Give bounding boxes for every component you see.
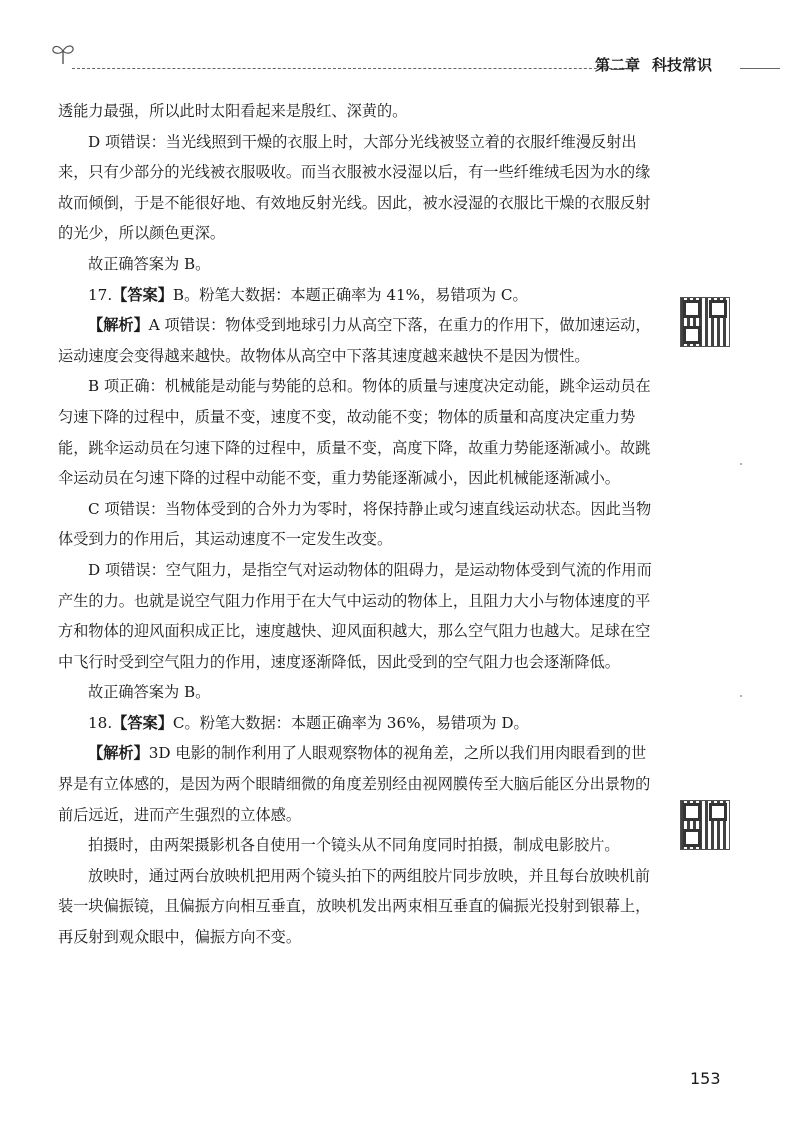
qr-code-icon[interactable]	[680, 297, 730, 347]
question-17-answer	[58, 280, 658, 311]
paragraph: 透能力最强，所以此时太阳看起来是殷红、深黄的。	[58, 102, 408, 120]
paragraph: B 项正确：机械能是动能与势能的总和。物体的质量与速度决定动能，跳伞运动员在匀速下降的过程中，质量不变，速度不变，故动能不变；物体的质量和高度决定重力势能，跳伞运动员在匀速下降的过程中，质量不变，高度下降，故重力势能逐渐减小。故跳伞运动员在匀速下降的过程中动能不变，重力势能逐渐减小，因此机械能逐渐减小。	[58, 377, 651, 488]
margin-mark	[740, 695, 742, 697]
question-18-analysis	[58, 738, 658, 830]
question-18-answer	[58, 708, 658, 739]
paragraph: D 项错误：当光线照到干燥的衣服上时，大部分光线被竖立着的衣服纤维漫反射出来，只有少部分的光线被衣服吸收。而当衣服被水浸湿以后，有一些纤维绒毛因为水的缘故而倾倒，于是不能很好地、有效地反射光线。因此，被水浸湿的衣服比干燥的衣服反射的光少，所以颜色更深。	[58, 132, 651, 243]
margin-mark	[740, 463, 742, 465]
analysis-tag: 【解析】	[88, 744, 149, 763]
running-head	[595, 54, 724, 75]
question-17-analysis	[58, 310, 658, 371]
qr-code-icon[interactable]	[680, 800, 730, 850]
answer-text: C。粉笔大数据：本题正确率为 36%，易错项为 D。	[172, 713, 529, 732]
page-number: 153	[690, 1069, 721, 1088]
paragraph: 拍摄时，由两架摄影机各自使用一个镜头从不同角度同时拍摄，制成电影胶片。	[88, 836, 620, 855]
paragraph: C 项错误：当物体受到的合外力为零时，将保持静止或匀速直线运动状态。因此当物体受到力的作用后，其运动速度不一定发生改变。	[58, 499, 652, 549]
paragraph: D 项错误：空气阻力，是指空气对运动物体的阻碍力，是运动物体受到气流的作用而产生的力。也就是说空气阻力作用于在大气中运动的物体上，且阻力大小与物体速度的平方和物体的迎风面积成正比，速度越快、迎风面积越大，那么空气阻力也越大。足球在空中飞行时受到空气阻力的作用，速度逐渐降低，因此受到的空气阻力也会逐渐降低。	[58, 560, 652, 671]
paragraph: 放映时，通过两台放映机把用两个镜头拍下的两组胶片同步放映，并且每台放映机前装一块偏振镜，且偏振方向相互垂直，放映机发出两束相互垂直的偏振光投射到银幕上，再反射到观众眼中，偏振方向不变。	[58, 866, 651, 947]
section-label: 科技常识	[652, 56, 713, 74]
paragraph: 故正确答案为 B。	[88, 683, 211, 702]
sprout-icon	[50, 42, 76, 66]
paragraph: 故正确答案为 B。	[88, 254, 211, 273]
analysis-text: 3D 电影的制作利用了人眼观察物体的视角差，之所以我们用肉眼看到的世界是有立体感的，是因为两个眼睛细微的角度差别经由视网膜传至大脑后能区分出景物的前后远近，进而产生强烈的立体感。	[58, 744, 651, 824]
page-header	[50, 40, 780, 76]
question-number: 17.	[88, 285, 113, 304]
chapter-label: 第二章	[595, 56, 641, 74]
answer-text: B。粉笔大数据：本题正确率为 41%，易错项为 C。	[172, 285, 528, 304]
header-divider-right	[740, 68, 780, 69]
analysis-tag: 【解析】	[88, 316, 149, 335]
page-body	[58, 96, 658, 953]
answer-tag: 【答案】	[112, 713, 173, 732]
question-number: 18.	[88, 713, 113, 732]
analysis-text: A 项错误：物体受到地球引力从高空下落，在重力的作用下，做加速运动，运动速度会变得越来越快。故物体从高空中下落其速度越来越快不是因为惯性。	[58, 316, 651, 365]
header-divider	[72, 68, 632, 69]
answer-tag: 【答案】	[112, 285, 173, 304]
